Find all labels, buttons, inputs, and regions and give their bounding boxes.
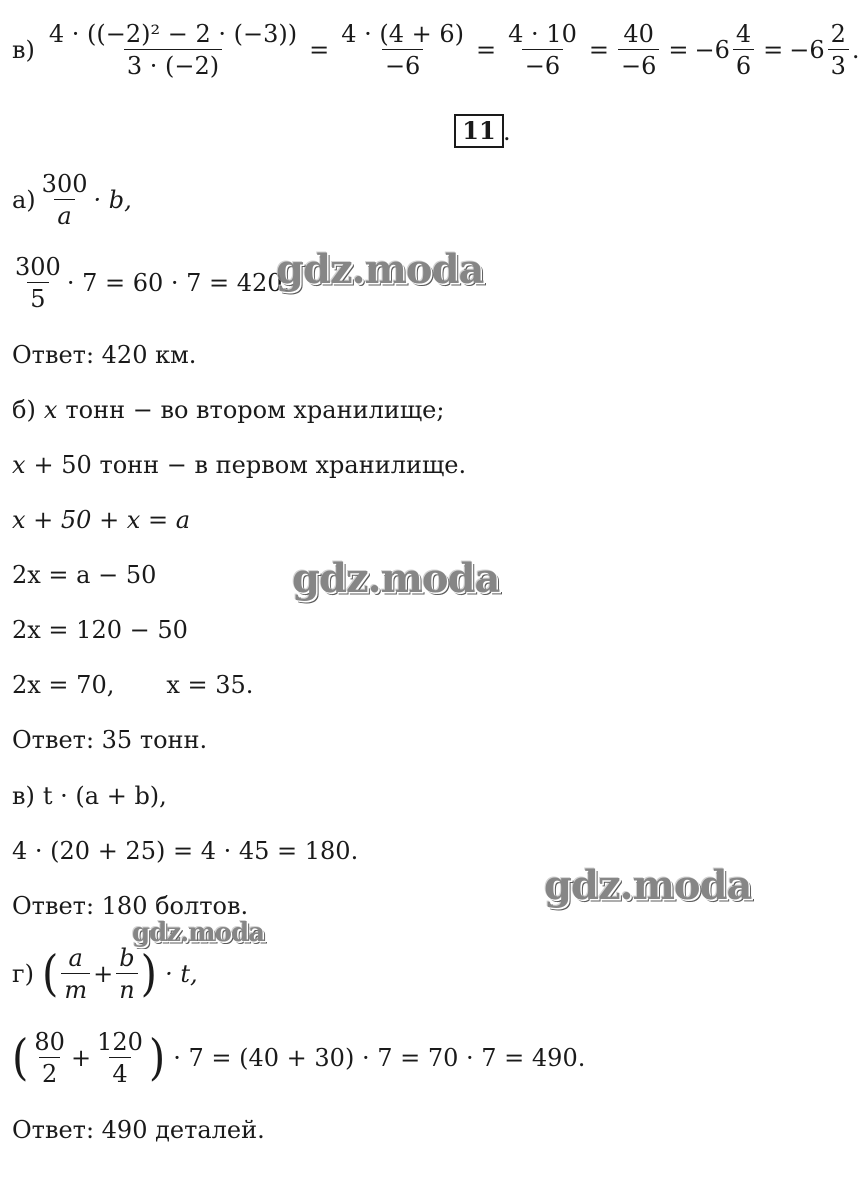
expression-tail: · t, [165, 960, 198, 988]
fraction [338, 22, 467, 78]
numerator: 4 · (4 + 6) [341, 20, 465, 48]
denominator: 4 [109, 1057, 130, 1086]
denominator: −6 [382, 49, 423, 78]
fraction [46, 22, 300, 78]
denominator: 6 [733, 49, 754, 78]
right-paren: ) [140, 945, 158, 1002]
expression-tail: · b, [93, 186, 132, 214]
fraction [31, 1030, 68, 1086]
text: тонн − во втором хранилище; [65, 396, 445, 424]
numerator: 40 [623, 20, 654, 48]
part-b-equation-2: 2x = a − 50 [12, 561, 157, 589]
fraction [733, 22, 754, 78]
equals-sign: = [763, 36, 784, 64]
part-b-equation-3: 2x = 120 − 50 [12, 616, 188, 644]
numerator: 4 · ((−2)² − 2 · (−3)) [48, 20, 298, 48]
part-v-expression [12, 784, 167, 808]
part-v-calculation: 4 · (20 + 25) = 4 · 45 = 180. [12, 837, 359, 865]
part-b-equation-1: x + 50 + x = a [12, 506, 191, 534]
numerator: 300 [15, 253, 61, 281]
fraction [618, 22, 659, 78]
part-b-equation-4 [12, 673, 253, 697]
mixed-whole: −6 [694, 36, 730, 64]
right-paren: ) [148, 1029, 166, 1086]
denominator: 3 [828, 49, 849, 78]
denominator: m [61, 973, 90, 1002]
part-b-line-2 [12, 453, 466, 477]
denominator: 2 [39, 1057, 60, 1086]
denominator: −6 [522, 49, 563, 78]
equals-sign: = [476, 36, 497, 64]
fraction [94, 1030, 146, 1086]
part-a-answer: Ответ: 420 км. [12, 341, 197, 369]
problem-number-box: 11 [454, 114, 504, 148]
equals-sign: = [668, 36, 689, 64]
watermark: gdz.moda [292, 555, 500, 602]
fraction [39, 172, 91, 228]
problem-number-dot: . [503, 118, 511, 146]
numerator: 80 [34, 1028, 65, 1056]
item-label: в) [12, 782, 35, 810]
equals-sign: = [309, 36, 330, 64]
equation: 2x = 70, [12, 671, 115, 699]
fraction [116, 946, 137, 1002]
left-paren: ( [41, 945, 59, 1002]
calculation-tail: · 7 = (40 + 30) · 7 = 70 · 7 = 490. [173, 1044, 586, 1072]
plus-sign: + [70, 1044, 92, 1072]
plus-sign: + [93, 960, 114, 988]
calculation-tail: · 7 = 60 · 7 = 420. [66, 269, 291, 297]
numerator: 300 [41, 170, 88, 198]
variable: x [12, 451, 26, 479]
numerator: 4 [735, 20, 752, 48]
item-label: а) [12, 186, 36, 214]
item-label: г) [12, 960, 34, 988]
part-a-expression [12, 172, 132, 228]
denominator: a [54, 199, 74, 228]
part-g-answer: Ответ: 490 деталей. [12, 1116, 265, 1144]
text: + 50 тонн − в первом хранилище. [33, 451, 467, 479]
watermark: gdz.moda [132, 918, 265, 948]
fraction [505, 22, 580, 78]
denominator: −6 [618, 49, 659, 78]
equals-sign: = [588, 36, 609, 64]
numerator: 2 [830, 20, 846, 48]
fraction [61, 946, 90, 1002]
period: . [851, 36, 860, 64]
left-paren: ( [12, 1029, 29, 1086]
part-a-calculation [12, 255, 290, 311]
mixed-whole: −6 [789, 36, 825, 64]
fraction [12, 255, 64, 311]
numerator: a [68, 944, 83, 972]
denominator: n [116, 973, 137, 1002]
part-g-expression [12, 946, 198, 1002]
denominator: 3 · (−2) [124, 49, 222, 78]
equation: x = 35. [166, 671, 254, 699]
numerator: 4 · 10 [508, 20, 577, 48]
denominator: 5 [27, 282, 48, 311]
part-g-calculation [12, 1030, 585, 1086]
part-b-line-1 [12, 398, 444, 422]
numerator: 120 [97, 1028, 143, 1056]
part-v-answer: Ответ: 180 болтов. [12, 892, 249, 920]
item-label: б) [12, 396, 36, 424]
expression: t · (a + b), [42, 782, 167, 810]
numerator: b [119, 944, 135, 972]
watermark: gdz.moda [544, 862, 752, 909]
part-b-answer: Ответ: 35 тонн. [12, 726, 208, 754]
top-equation [12, 22, 860, 78]
variable: x [43, 396, 58, 424]
fraction [828, 22, 849, 78]
watermark: gdz.moda [276, 246, 484, 293]
item-label: в) [12, 36, 35, 64]
